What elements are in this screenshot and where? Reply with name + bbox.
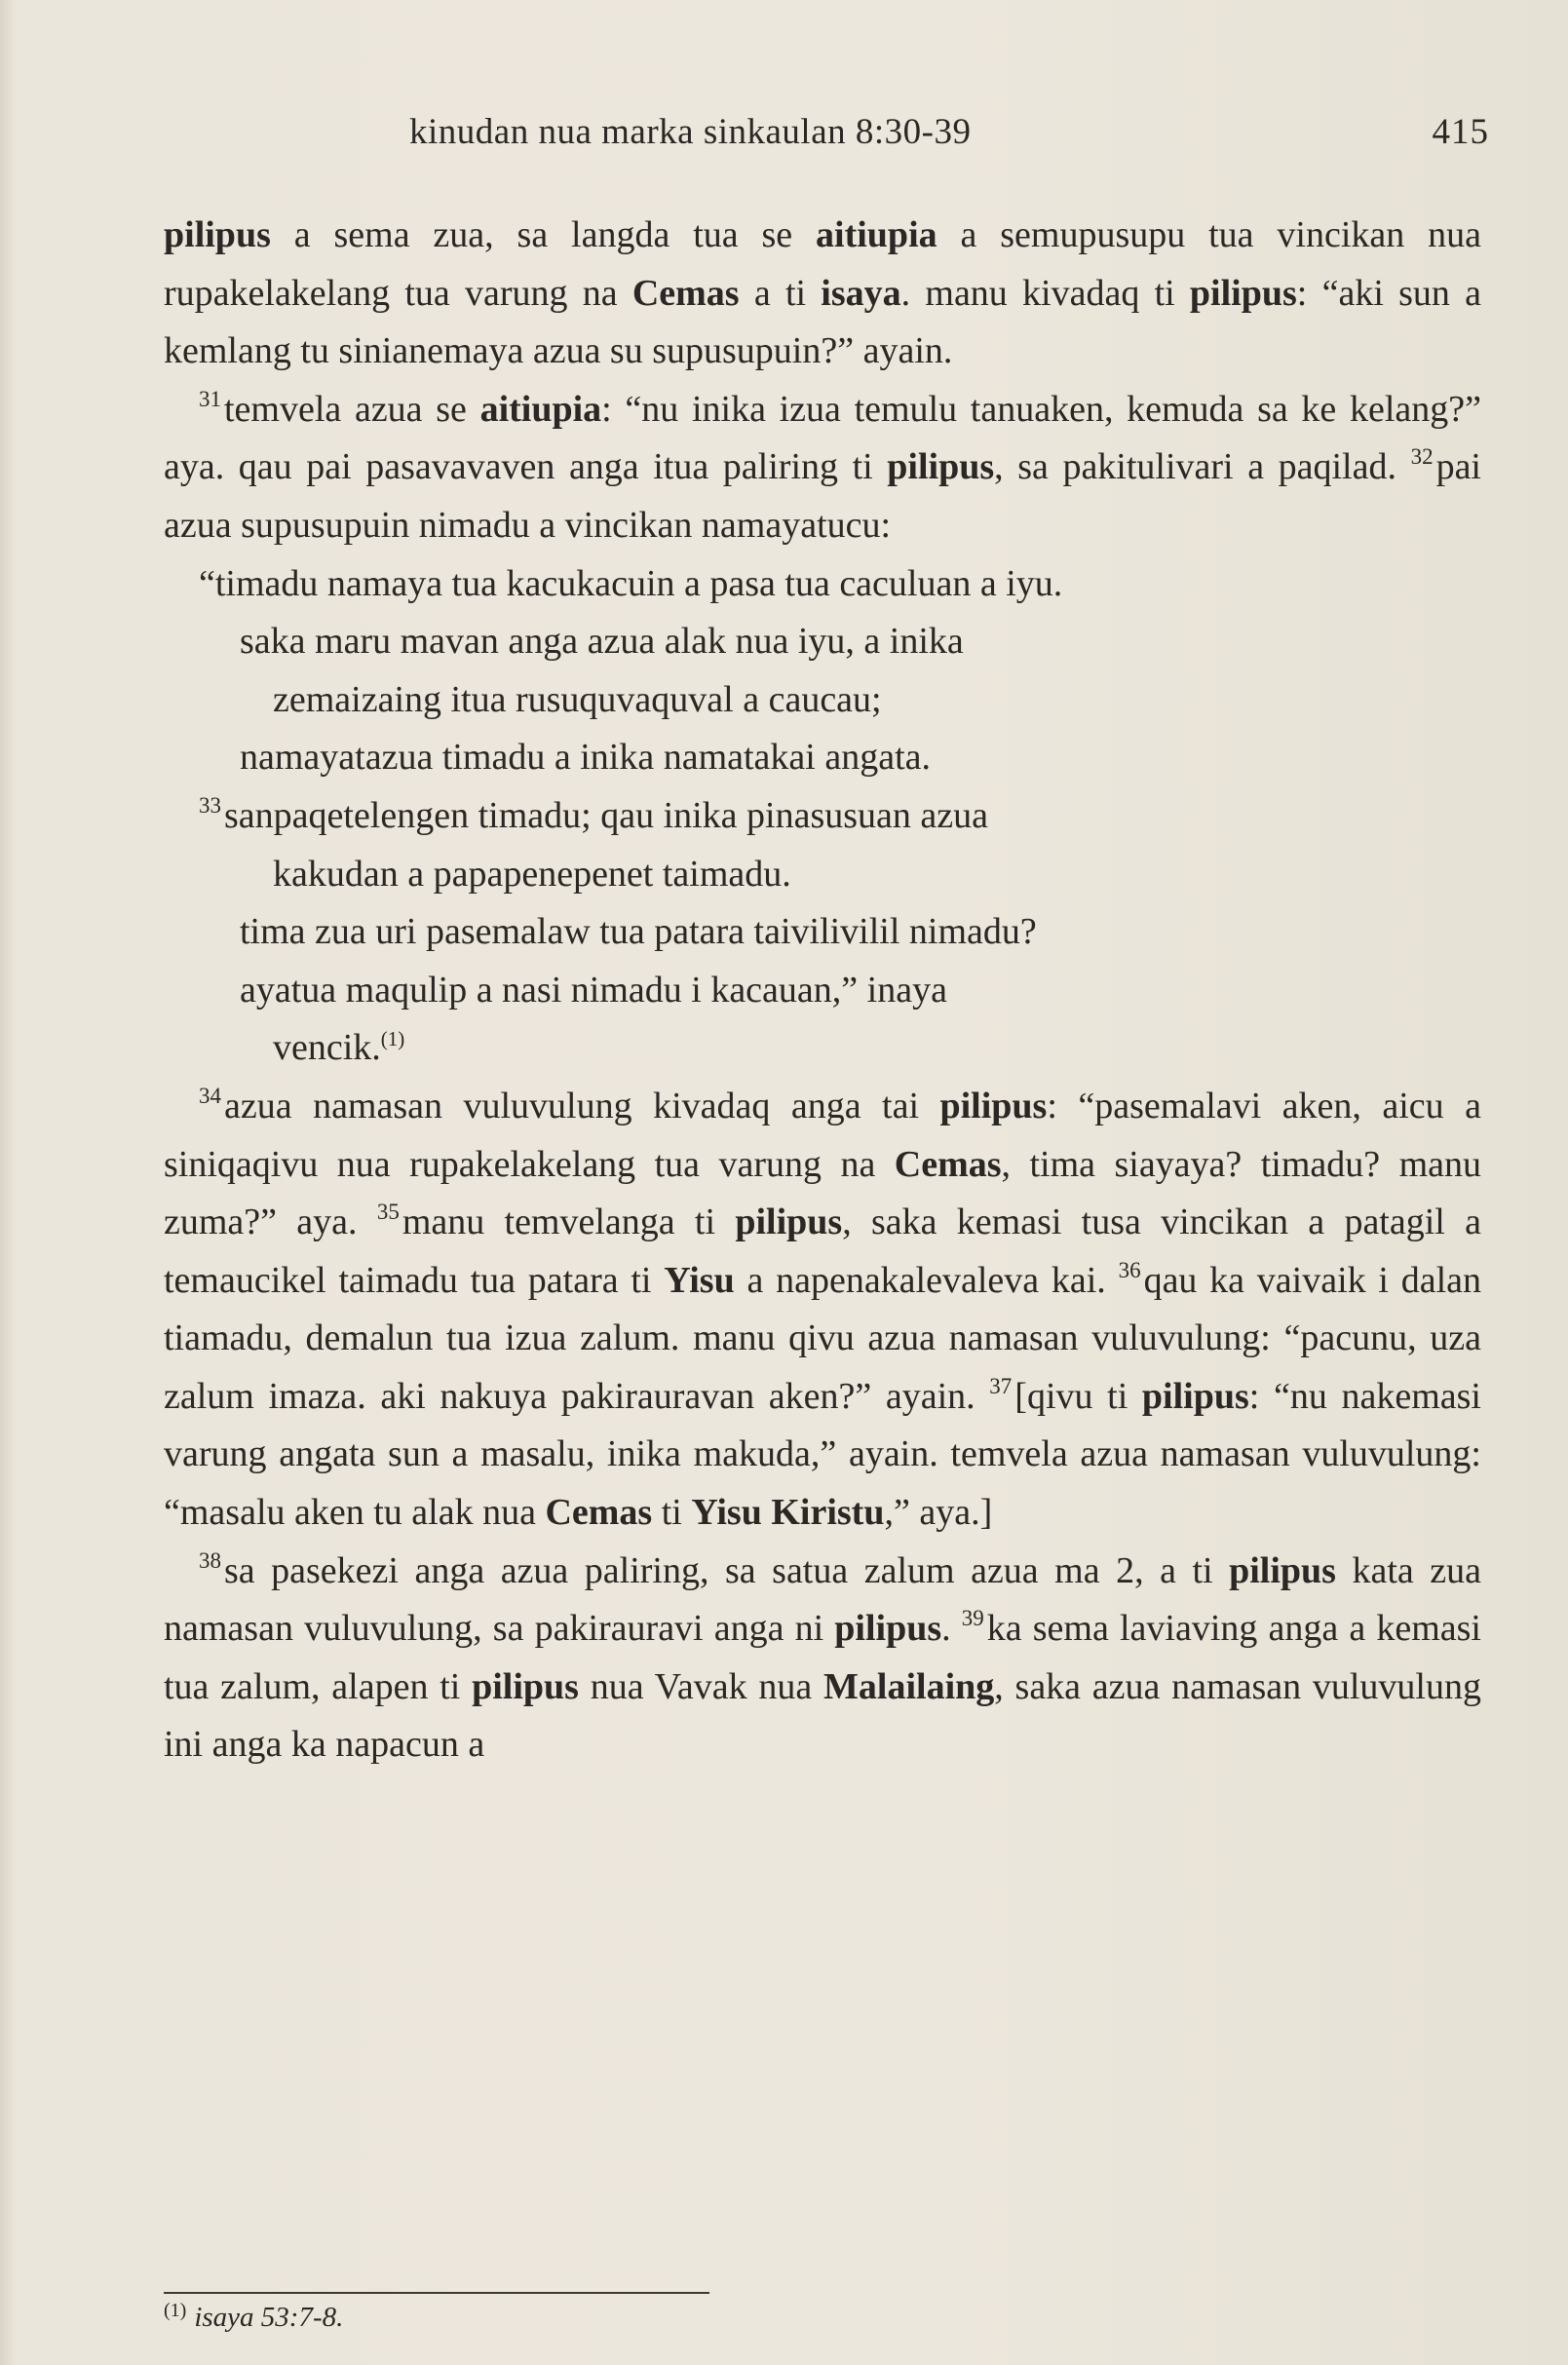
running-header <box>156 105 1493 164</box>
name-emphasis: pilipus <box>164 214 271 255</box>
verse-number: 35 <box>376 1200 400 1225</box>
poem-line <box>164 1019 1481 1078</box>
name-emphasis: Yisu <box>664 1259 735 1301</box>
running-title: kinudan nua marka sinkaulan 8:30-39 <box>409 112 972 152</box>
name-emphasis: pilipus <box>1189 272 1297 314</box>
name-emphasis: aitiupia <box>816 214 937 255</box>
poem-line: tima zua uri pasemalaw tua patara taivilivilil nimadu? <box>240 911 1037 953</box>
name-emphasis: Malailaing <box>823 1665 995 1707</box>
verse-number: 38 <box>199 1547 221 1573</box>
footnote-reference[interactable]: (1) <box>380 1027 405 1051</box>
paragraph <box>164 207 1481 381</box>
paragraph <box>164 1078 1481 1543</box>
text-run: a napenakalevaleva kai. <box>734 1259 1119 1301</box>
verse-number: 34 <box>199 1083 221 1108</box>
text-run: manu temvelanga ti <box>402 1202 736 1243</box>
poem-line: zemaizaing itua rusuquvaquval a caucau; <box>273 678 882 720</box>
text-run: pai azua supusupuin nimadu a vincikan namayatucu: <box>164 446 1481 546</box>
name-emphasis: isaya <box>821 272 901 314</box>
poem-line <box>164 787 1481 846</box>
text-run: : “pasemalavi aken, aicu a siniqaqivu nua rupakelakelang tua varung na <box>164 1085 1481 1185</box>
text-run: [qivu ti <box>1014 1375 1142 1417</box>
name-emphasis: pilipus <box>939 1085 1048 1126</box>
verse-number: 39 <box>961 1606 984 1631</box>
poem-line: ayatua maqulip a nasi nimadu i kacauan,” inaya <box>240 969 947 1011</box>
text-run: a semupusupu tua vincikan nua rupakelakelang tua varung na <box>164 214 1481 314</box>
text-run: : “nu nakemasi varung angata sun a masalu, inika makuda,” ayain. temvela azua namasan vuluvulung: “masalu aken tu alak nua <box>164 1375 1481 1534</box>
name-emphasis: pilipus <box>1229 1549 1336 1591</box>
text-run: kata zua namasan vuluvulung, sa pakirauravi anga ni <box>164 1549 1481 1650</box>
name-emphasis: pilipus <box>735 1202 843 1243</box>
text-run: , saka kemasi tusa vincikan a patagil a temaucikel taimadu tua patara ti <box>164 1202 1481 1301</box>
text-run: a sema zua, sa langda tua se <box>270 214 817 255</box>
paragraph <box>164 381 1481 555</box>
main-text <box>164 207 1481 1774</box>
poem-line: namayatazua timadu a inika namatakai angata. <box>240 737 931 779</box>
name-emphasis: Yisu Kiristu <box>691 1492 885 1534</box>
text-run: . manu kivadaq ti <box>900 272 1190 314</box>
poetry-quote <box>164 555 1481 1078</box>
footnote-mark: (1) <box>164 2300 187 2321</box>
poem-line: saka maru mavan anga azua alak nua iyu, a inika <box>240 621 964 663</box>
name-emphasis: aitiupia <box>479 388 602 430</box>
footnote-divider <box>164 2292 709 2294</box>
text-run: vencik. <box>273 1027 381 1069</box>
text-run: ka sema laviaving anga a kemasi tua zalum, alapen ti <box>164 1608 1481 1707</box>
verse-number: 33 <box>199 792 221 818</box>
name-emphasis: pilipus <box>472 1665 579 1707</box>
text-run: , sa pakitulivari a paqilad. <box>994 446 1411 488</box>
paragraph <box>164 1543 1481 1774</box>
text-run: : “aki sun a kemlang tu sinianemaya azua su supusupuin?” ayain. <box>164 272 1481 372</box>
footnote-reference-text: isaya 53:7-8. <box>194 2302 344 2333</box>
verse-number: 32 <box>1410 444 1434 470</box>
verse-number: 36 <box>1118 1257 1141 1282</box>
text-run: , saka azua namasan vuluvulung ini anga ka napacun a <box>164 1665 1481 1766</box>
text-run: . <box>941 1608 962 1650</box>
name-emphasis: pilipus <box>834 1608 942 1650</box>
poem-line: kakudan a papapenepenet taimadu. <box>273 853 791 895</box>
verse-number: 31 <box>199 386 221 411</box>
text-run: ,” aya.] <box>884 1492 993 1534</box>
text-run: nua Vavak nua <box>578 1665 824 1707</box>
text-run: a ti <box>739 272 822 314</box>
name-emphasis: Cemas <box>631 272 740 314</box>
text-run: , tima siayaya? timadu? manu zuma?” aya. <box>164 1143 1482 1243</box>
poem-line: “timadu namaya tua kacukacuin a pasa tua caculuan a iyu. <box>199 562 1063 604</box>
text-run: sa pasekezi anga azua paliring, sa satua zalum azua ma 2, a ti <box>224 1549 1230 1591</box>
text-run: ti <box>652 1492 692 1534</box>
text-run: : “nu inika izua temulu tanuaken, kemuda sa ke kelang?” aya. qau pai pasavavaven anga itua paliring ti <box>164 388 1481 488</box>
name-emphasis: pilipus <box>887 446 995 488</box>
text-run: sanpaqetelengen timadu; qau inika pinasusuan azua <box>224 794 989 836</box>
page-number: 415 <box>1432 112 1489 152</box>
text-run: temvela azua se <box>224 388 480 430</box>
footnote <box>164 2300 343 2334</box>
name-emphasis: Cemas <box>894 1143 1002 1185</box>
text-run: azua namasan vuluvulung kivadaq anga tai <box>224 1085 940 1126</box>
text-run: qau ka vaivaik i dalan tiamadu, demalun tua izua zalum. manu qivu azua namasan vuluvulung: “pacunu, uza zalum imaza. aki nakuya pakirauravan aken?” ayain. <box>164 1259 1481 1417</box>
verse-number: 37 <box>989 1373 1013 1398</box>
name-emphasis: Cemas <box>545 1492 653 1534</box>
name-emphasis: pilipus <box>1141 1375 1249 1417</box>
